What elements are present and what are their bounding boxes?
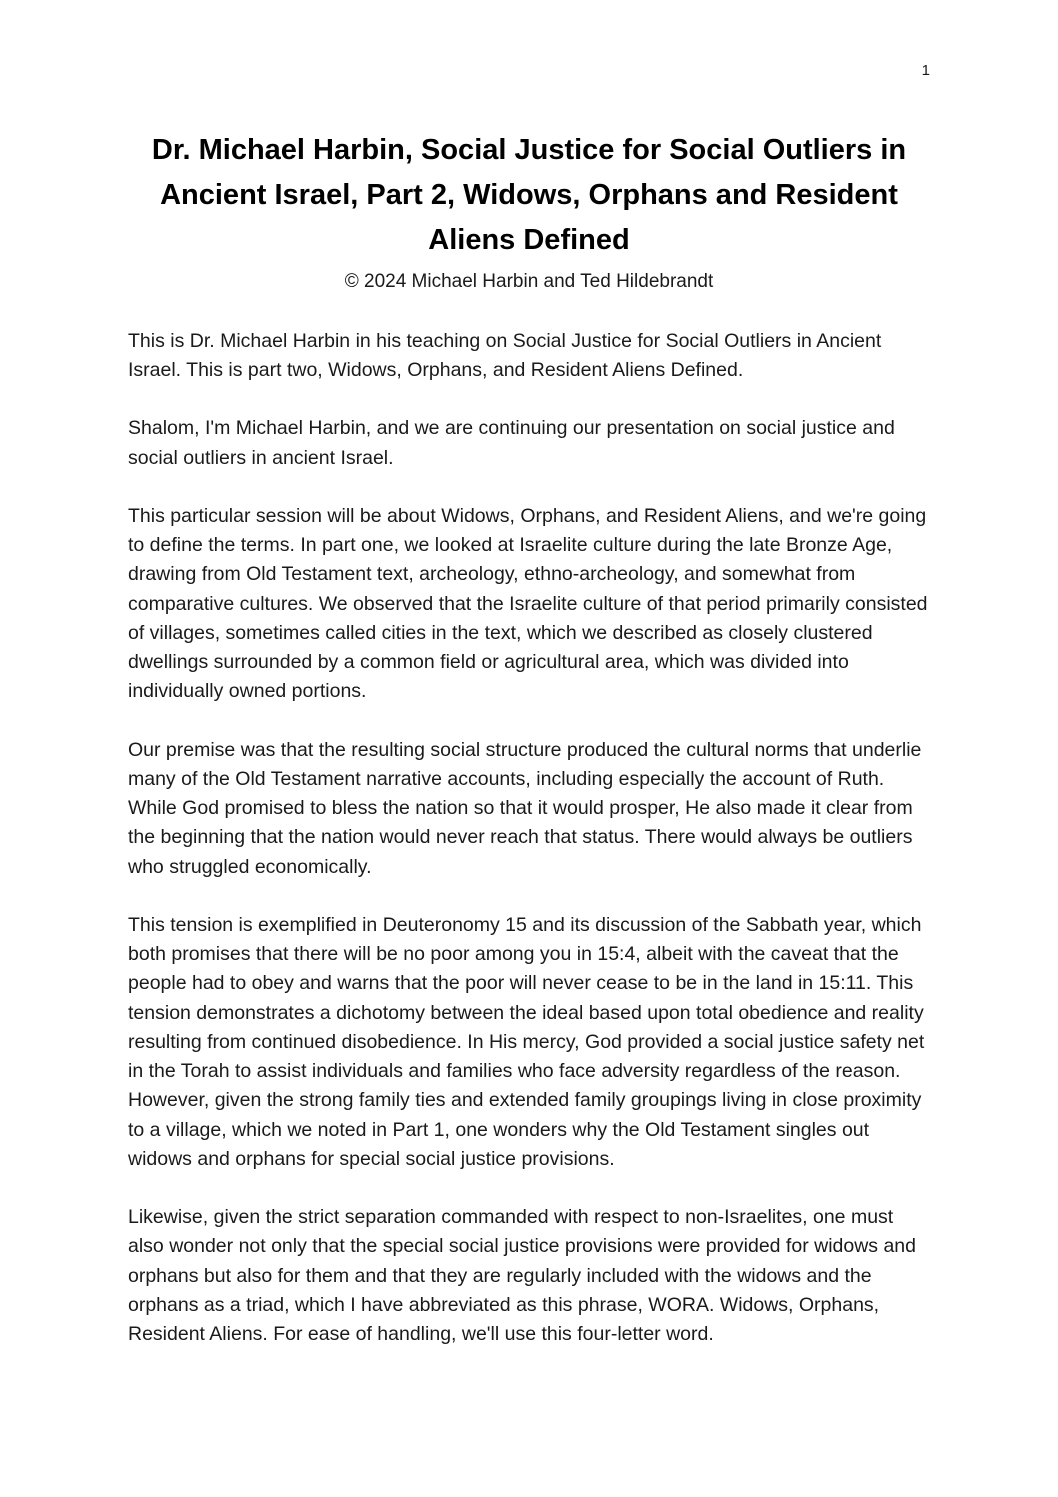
copyright-line: © 2024 Michael Harbin and Ted Hildebrandt <box>344 270 714 292</box>
document-body <box>128 327 930 1350</box>
paragraph-greeting: Shalom, I'm Michael Harbin, and we are continuing our presentation on social justice and social outliers in ancient Israel. <box>128 417 895 469</box>
document-title: Dr. Michael Harbin, Social Justice for Social Outliers in Ancient Israel, Part 2, Widows, Orphans and Resident Aliens Defined <box>151 134 907 256</box>
paragraph-tension: This tension is exemplified in Deuteronomy 15 and its discussion of the Sabbath year, which both promises that there will be no poor among you in 15:4, albeit with the caveat that the people had to obey and warns that the poor will never cease to be in the land in 15:11. This tension demonstrates a dichotomy between the ideal based upon total obedience and reality resulting from continued disobedience. In His mercy, God provided a social justice safety net in the Torah to assist individuals and families who face adversity regardless of the reason. However, given the strong family ties and extended family groupings living in close proximity to a village, which we noted in Part 1, one wonders why the Old Testament singles out widows and orphans for special social justice provisions. <box>128 913 925 1170</box>
paragraph-intro: This is Dr. Michael Harbin in his teaching on Social Justice for Social Outliers in Ancient Israel. This is part two, Widows, Orphans, and Resident Aliens Defined. <box>128 329 882 382</box>
paragraph-premise: Our premise was that the resulting social structure produced the cultural norms that underlie many of the Old Testament narrative accounts, including especially the account of Ruth. While God promised to bless the nation so that it would prosper, He also made it clear from the beginning that the nation would never reach that status. There would always be outliers who struggled economically. <box>128 738 922 878</box>
paragraph-wora: Likewise, given the strict separation commanded with respect to non-Israelites, one must also wonder not only that the special social justice provisions were provided for widows and orphans but also for them and that they are regularly included with the widows and the orphans as a triad, which I have abbreviated as this phrase, WORA. Widows, Orphans, Resident Aliens. For ease of handling, we'll use this four-letter word. <box>128 1206 916 1346</box>
paragraph-session-overview: This particular session will be about Widows, Orphans, and Resident Aliens, and we're going to define the terms. In part one, we looked at Israelite culture during the late Bronze Age, drawing from Old Testament text, archeology, ethno-archeology, and somewhat from comparative cultures. We observed that the Israelite culture of that period primarily consisted of villages, sometimes called cities in the text, which we described as closely clustered dwellings surrounded by a common field or agricultural area, which was divided into individually owned portions. <box>128 504 928 703</box>
page-number: 1 <box>921 62 930 79</box>
